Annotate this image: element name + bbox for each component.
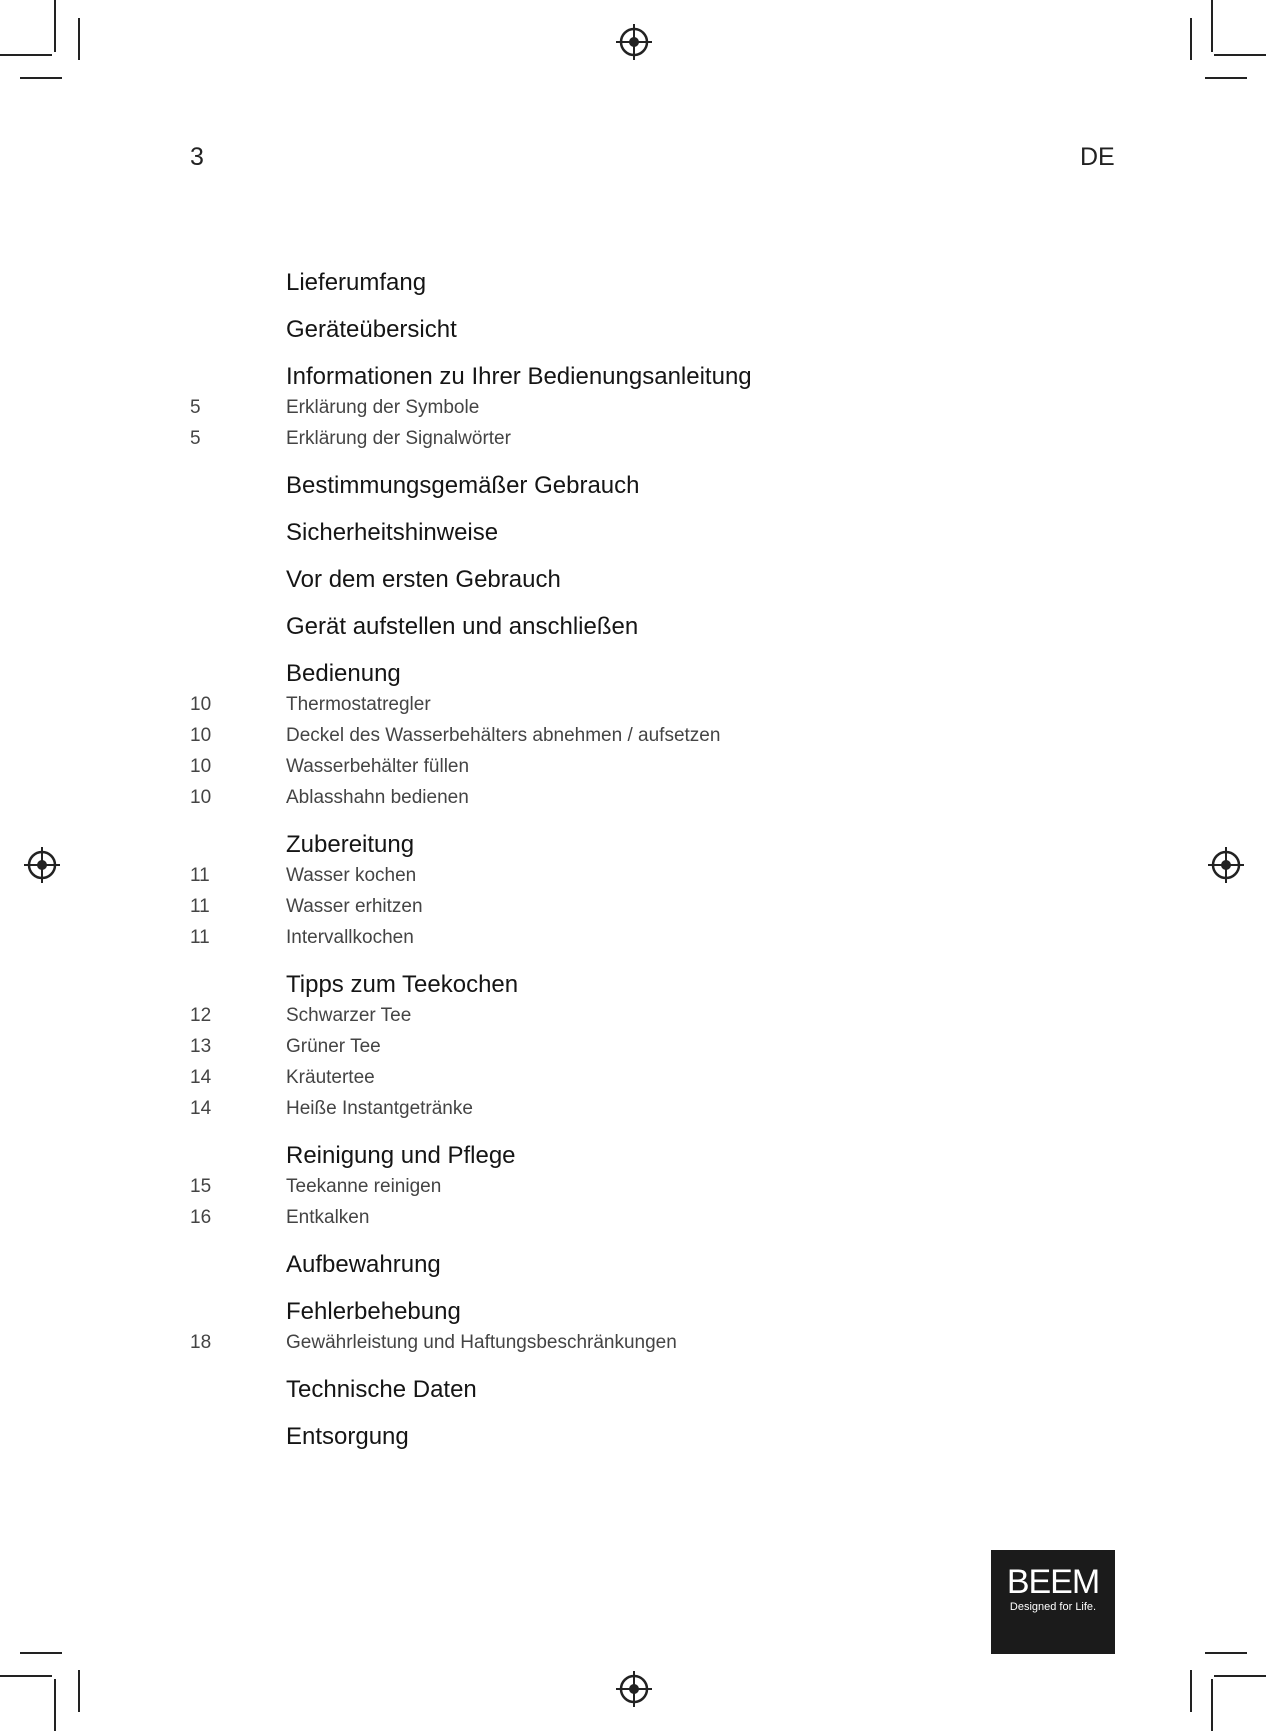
toc-label: Schwarzer Tee — [286, 1005, 412, 1026]
crop-mark-bottom-left-h2 — [20, 1652, 62, 1654]
crop-mark-top-left-v2 — [78, 18, 80, 60]
toc-label: Sicherheitshinweise — [286, 519, 499, 546]
crop-mark-top-left-h2 — [20, 77, 62, 79]
toc-entry[interactable] — [190, 1171, 1090, 1202]
toc-page-number: 11 — [190, 927, 210, 948]
toc-label: Wasserbehälter füllen — [286, 756, 470, 777]
toc-heading[interactable] — [190, 611, 1090, 642]
toc-label: Zubereitung — [286, 831, 415, 858]
crop-mark-top-right-v — [1211, 0, 1213, 52]
toc-page-number: 5 — [190, 397, 201, 418]
toc-label: Vor dem ersten Gebrauch — [286, 566, 561, 593]
toc-entry[interactable] — [190, 1327, 1090, 1358]
toc-page-number: 16 — [190, 1207, 212, 1228]
toc-label: Wasser erhitzen — [286, 896, 423, 917]
toc-heading[interactable] — [190, 829, 1090, 860]
toc-entry[interactable] — [190, 860, 1090, 891]
crop-mark-bottom-right-h2 — [1205, 1652, 1247, 1654]
toc-entry[interactable] — [190, 423, 1090, 454]
toc-page-number: 10 — [190, 725, 212, 746]
toc-page-number: 12 — [190, 1005, 212, 1026]
toc-page-number: 14 — [190, 1067, 212, 1088]
toc-label: Erklärung der Symbole — [286, 397, 480, 418]
toc-entry[interactable] — [190, 392, 1090, 423]
toc-label: Erklärung der Signalwörter — [286, 428, 511, 449]
crop-mark-top-right-h2 — [1205, 77, 1247, 79]
toc-heading[interactable] — [190, 564, 1090, 595]
toc-page-number: 5 — [190, 428, 201, 449]
toc-entry[interactable] — [190, 751, 1090, 782]
language-code: DE — [1080, 143, 1115, 171]
page-number: 3 — [190, 143, 204, 171]
toc-label: Fehlerbehebung — [286, 1298, 461, 1325]
beem-logo — [991, 1550, 1115, 1654]
crop-mark-bottom-left-v2 — [78, 1670, 80, 1712]
crop-mark-bottom-right-v — [1211, 1679, 1213, 1731]
toc-label: Grüner Tee — [286, 1036, 381, 1057]
toc-label: Teekanne reinigen — [286, 1176, 442, 1197]
toc-entry[interactable] — [190, 689, 1090, 720]
toc-heading[interactable] — [190, 969, 1090, 1000]
toc-page-number: 11 — [190, 896, 210, 917]
toc-page-number: 18 — [190, 1332, 212, 1353]
toc-heading[interactable] — [190, 1421, 1090, 1452]
toc-heading[interactable] — [190, 1296, 1090, 1327]
toc-entry[interactable] — [190, 782, 1090, 813]
toc-label: Thermostatregler — [286, 694, 431, 715]
toc-heading[interactable] — [190, 1140, 1090, 1171]
toc-heading[interactable] — [190, 1374, 1090, 1405]
toc-label: Gewährleistung und Haftungsbeschränkungen — [286, 1332, 677, 1353]
toc-label: Wasser kochen — [286, 865, 417, 886]
toc-entry[interactable] — [190, 1093, 1090, 1124]
toc-entry[interactable] — [190, 922, 1090, 953]
toc-heading[interactable] — [190, 1249, 1090, 1280]
toc-page-number: 10 — [190, 694, 212, 715]
toc-page-number: 15 — [190, 1176, 212, 1197]
toc-page-number: 13 — [190, 1036, 212, 1057]
toc-page-number: 10 — [190, 787, 212, 808]
toc-label: Kräutertee — [286, 1067, 375, 1088]
crop-mark-top-left-h — [0, 54, 52, 56]
toc-label: Entsorgung — [286, 1423, 409, 1450]
crop-mark-top-right-v2 — [1190, 18, 1192, 60]
toc-page-number: 11 — [190, 865, 210, 886]
toc-heading[interactable] — [190, 267, 1090, 298]
toc-label: Heiße Instantgetränke — [286, 1098, 473, 1119]
crop-mark-bottom-left-h — [0, 1675, 52, 1677]
toc-label: Gerät aufstellen und anschließen — [286, 613, 639, 640]
toc-label: Aufbewahrung — [286, 1251, 441, 1278]
toc-label: Intervallkochen — [286, 927, 414, 948]
toc-label: Geräteübersicht — [286, 316, 457, 343]
toc-label: Entkalken — [286, 1207, 370, 1228]
crop-mark-top-left-v — [54, 0, 56, 52]
toc-heading[interactable] — [190, 314, 1090, 345]
crop-mark-bottom-right-v2 — [1190, 1670, 1192, 1712]
toc-entry[interactable] — [190, 720, 1090, 751]
toc-entry[interactable] — [190, 1202, 1090, 1233]
crop-mark-bottom-left-v — [54, 1679, 56, 1731]
toc-heading[interactable] — [190, 361, 1090, 392]
logo-tagline: Designed for Life. — [1009, 1601, 1097, 1613]
toc-label: Technische Daten — [286, 1376, 477, 1403]
toc-label: Deckel des Wasserbehälters abnehmen / aufsetzen — [286, 725, 721, 746]
logo-brand: BEEM — [1006, 1563, 1100, 1601]
toc-entry[interactable] — [190, 1031, 1090, 1062]
toc-heading[interactable] — [190, 470, 1090, 501]
toc-label: Bedienung — [286, 660, 401, 687]
toc-label: Bestimmungsgemäßer Gebrauch — [286, 472, 640, 499]
toc-entry[interactable] — [190, 891, 1090, 922]
toc-page-number: 14 — [190, 1098, 212, 1119]
crop-mark-top-right-h — [1214, 54, 1266, 56]
toc-entry[interactable] — [190, 1062, 1090, 1093]
registration-mark-top-icon — [614, 22, 654, 62]
toc-label: Lieferumfang — [286, 269, 427, 296]
toc-label: Informationen zu Ihrer Bedienungsanleitung — [286, 363, 752, 390]
table-of-contents — [190, 267, 1090, 1452]
toc-heading[interactable] — [190, 517, 1090, 548]
registration-mark-right-icon — [1206, 845, 1246, 885]
crop-mark-bottom-right-h — [1214, 1675, 1266, 1677]
toc-heading[interactable] — [190, 658, 1090, 689]
toc-page-number: 10 — [190, 756, 212, 777]
registration-mark-left-icon — [22, 845, 62, 885]
toc-label: Ablasshahn bedienen — [286, 787, 469, 808]
toc-label: Reinigung und Pflege — [286, 1142, 516, 1169]
toc-label: Tipps zum Teekochen — [286, 971, 519, 998]
toc-entry[interactable] — [190, 1000, 1090, 1031]
registration-mark-bottom-icon — [614, 1669, 654, 1709]
